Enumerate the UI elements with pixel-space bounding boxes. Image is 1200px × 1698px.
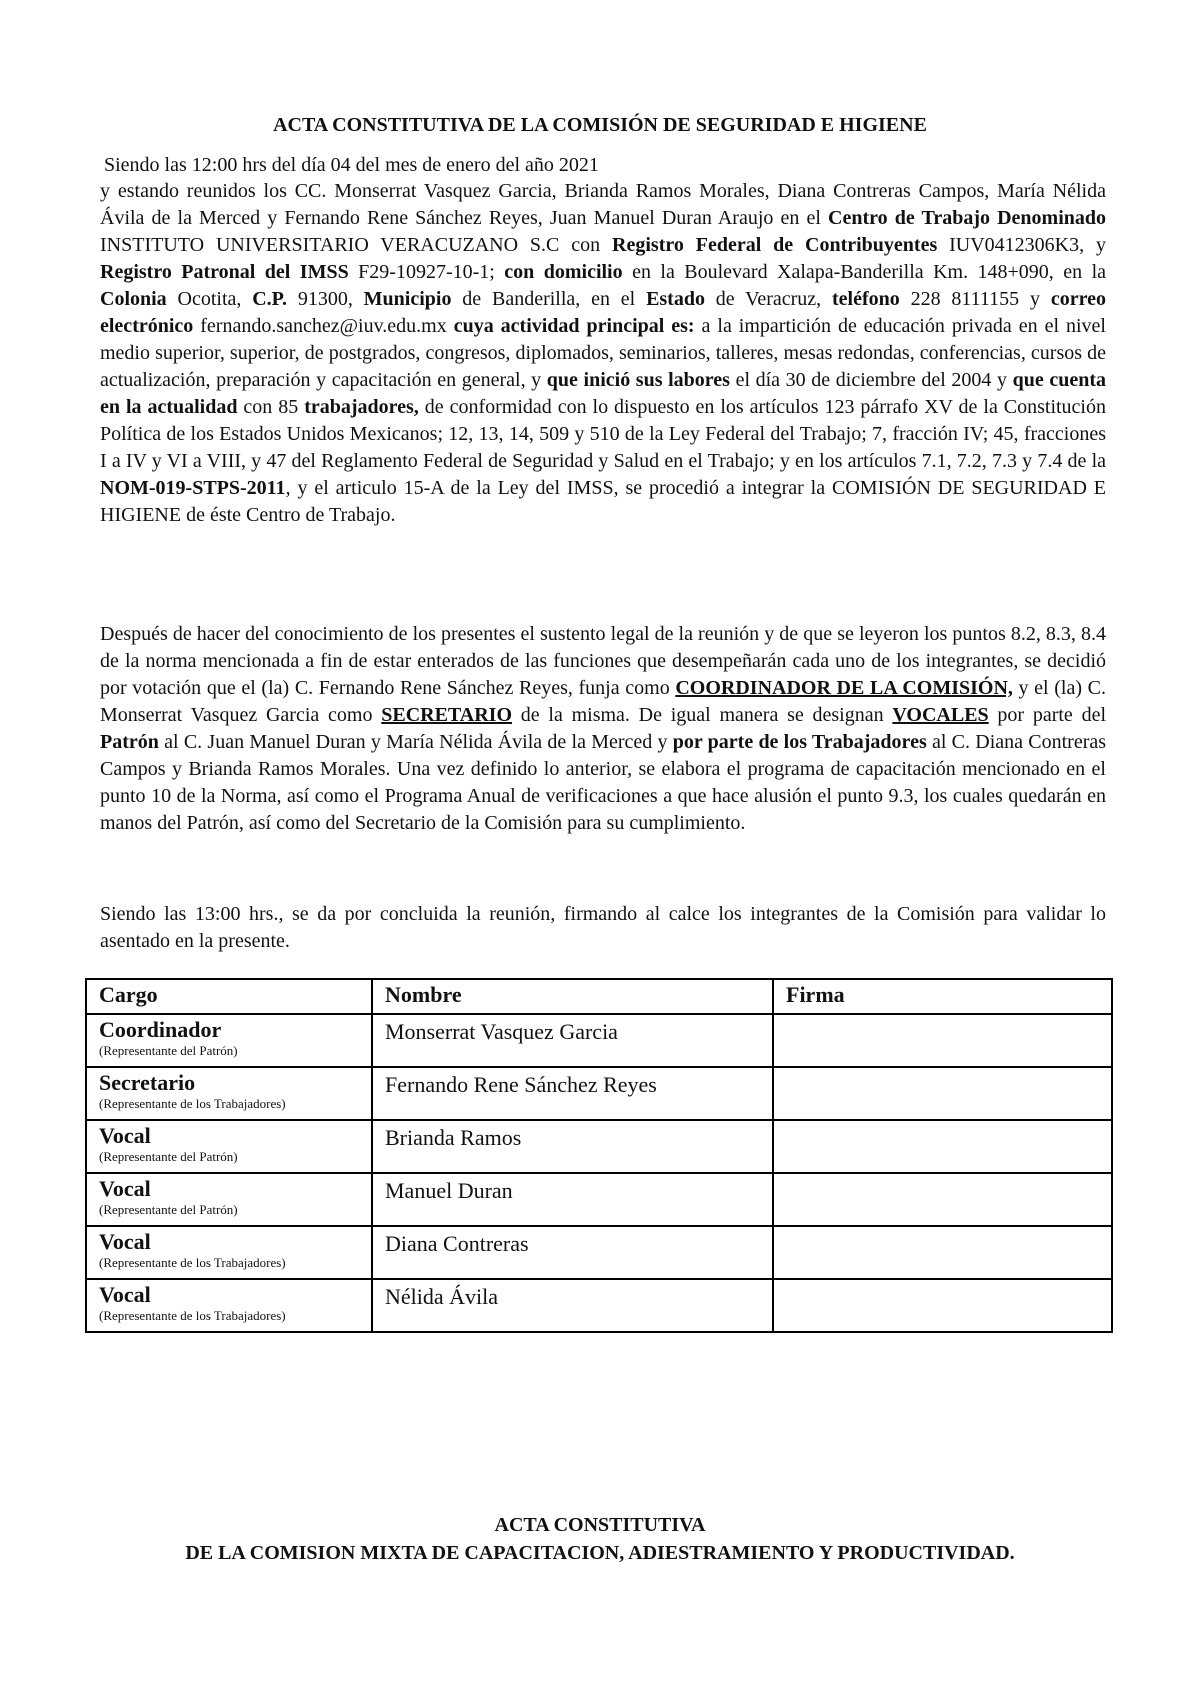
text-run: INSTITUTO UNIVERSITARIO VERACUZANO S.C con	[100, 234, 613, 256]
text-run: al C. Diana Contreras Campos y Brianda Ramos Morales. Una vez definido lo anterior, se elabora el programa de capacitación mencionado en el punto 10 de la Norma, así como el Programa Anual de verificaciones a que hace alusión el punto 9.3, los cuales quedarán en manos del Patrón, así como del Secretario de la Comisión para su cumplimiento.	[100, 731, 1107, 834]
text-run: de Banderilla, en el	[451, 288, 647, 310]
paragraph-2	[100, 621, 1106, 837]
firma-cell[interactable]	[773, 1173, 1112, 1226]
nombre-label: Brianda Ramos	[385, 1125, 522, 1150]
footer-title-line-2: DE LA COMISION MIXTA DE CAPACITACION, ADIESTRAMIENTO Y PRODUCTIVIDAD.	[185, 1542, 1015, 1564]
text-run: , y el articulo 15-A de la Ley del IMSS, se procedió a integrar la COMISIÓN DE SEGURIDAD E HIGIENE de éste Centro de Trabajo.	[100, 477, 1106, 526]
bold-run: cuya actividad principal es:	[453, 315, 695, 337]
signature-table	[85, 978, 1113, 1333]
header-firma: Firma	[773, 979, 1112, 1014]
cargo-cell	[86, 1067, 372, 1120]
firma-cell[interactable]	[773, 1279, 1112, 1332]
text-run: y el (la) C. Monserrat Vasquez Garcia como	[100, 677, 1107, 726]
bold-run: Registro Federal de Contribuyentes	[612, 234, 938, 256]
bold-run: NOM-019-STPS-2011	[100, 477, 286, 499]
bold-run: Registro Patronal del IMSS	[100, 261, 349, 283]
text-run: el día 30 de diciembre del 2004 y	[729, 369, 1013, 391]
nombre-label: Monserrat Vasquez Garcia	[385, 1019, 618, 1044]
bold-run: por parte de los Trabajadores	[672, 731, 927, 753]
table-row	[86, 1226, 1112, 1279]
text-run: 228 8111155 y	[899, 288, 1051, 310]
nombre-cell	[372, 1226, 773, 1279]
nombre-cell	[372, 1014, 773, 1067]
nombre-label: Fernando Rene Sánchez Reyes	[385, 1072, 657, 1097]
footer-title-line-1: ACTA CONSTITUTIVA	[494, 1514, 706, 1536]
table-row	[86, 1014, 1112, 1067]
paragraph-3: Siendo las 13:00 hrs., se da por concluida la reunión, firmando al calce los integrantes de la Comisión para validar lo asentado en la presente.	[100, 903, 1106, 952]
cargo-cell	[86, 1279, 372, 1332]
firma-cell[interactable]	[773, 1067, 1112, 1120]
cargo-label: Vocal	[99, 1123, 151, 1148]
underlined-run: SECRETARIO	[381, 704, 513, 726]
text-run: de Veracruz,	[704, 288, 832, 310]
rep-label: (Representante de los Trabajadores)	[99, 1255, 286, 1270]
rep-label: (Representante del Patrón)	[99, 1149, 238, 1164]
table-row	[86, 1120, 1112, 1173]
bold-run: correo electrónico	[100, 288, 1106, 337]
text-run: F29-10927-10-1;	[348, 261, 505, 283]
rep-label: (Representante del Patrón)	[99, 1043, 238, 1058]
text-run: por parte del	[988, 704, 1107, 726]
bold-run: Colonia	[100, 288, 167, 310]
rep-label: (Representante del Patrón)	[99, 1202, 238, 1217]
rep-label: (Representante de los Trabajadores)	[99, 1308, 286, 1323]
text-run: y estando reunidos los CC. Monserrat Vasquez Garcia, Brianda Ramos Morales, Diana Contreras Campos, María Nélida Ávila de la Merced y Fernando Rene Sánchez Reyes, Juan Manuel Duran Araujo en el	[100, 180, 1106, 229]
table-header-row	[86, 979, 1112, 1014]
table-row	[86, 1279, 1112, 1332]
underlined-run: COORDINADOR DE LA COMISIÓN,	[675, 677, 1013, 699]
document-title: ACTA CONSTITUTIVA DE LA COMISIÓN DE SEGURIDAD E HIGIENE	[273, 114, 927, 136]
text-run: al C. Juan Manuel Duran y María Nélida Ávila de la Merced y	[158, 731, 673, 753]
table-row	[86, 1067, 1112, 1120]
bold-run: teléfono	[832, 288, 900, 310]
bold-run: C.P.	[252, 288, 288, 310]
nombre-label: Manuel Duran	[385, 1178, 513, 1203]
paragraph-1	[100, 178, 1106, 529]
cargo-cell	[86, 1173, 372, 1226]
header-nombre: Nombre	[372, 979, 773, 1014]
firma-cell[interactable]	[773, 1226, 1112, 1279]
cargo-label: Coordinador	[99, 1017, 222, 1042]
header-cargo: Cargo	[86, 979, 372, 1014]
nombre-cell	[372, 1279, 773, 1332]
bold-run: trabajadores,	[304, 396, 419, 418]
text-run: IUV0412306K3, y	[937, 234, 1106, 256]
cargo-label: Secretario	[99, 1070, 196, 1095]
bold-run: Patrón	[100, 731, 159, 753]
cargo-label: Vocal	[99, 1282, 151, 1307]
nombre-cell	[372, 1067, 773, 1120]
nombre-cell	[372, 1120, 773, 1173]
bold-run: con domicilio	[504, 261, 623, 283]
nombre-cell	[372, 1173, 773, 1226]
text-run: en la Boulevard Xalapa-Banderilla Km. 148+090, en la	[622, 261, 1106, 283]
table-row	[86, 1173, 1112, 1226]
text-run: Ocotita,	[166, 288, 253, 310]
text-run: con 85	[237, 396, 305, 418]
text-run: a la impartición de educación privada en el nivel medio superior, superior, de postgrados, congresos, diplomados, seminarios, talleres, mesas redondas, conferencias, cursos de actualización, preparación y capacitación en general, y	[100, 315, 1106, 391]
cargo-label: Vocal	[99, 1176, 151, 1201]
intro-line: Siendo las 12:00 hrs del día 04 del mes de enero del año 2021	[104, 154, 599, 176]
cargo-cell	[86, 1120, 372, 1173]
bold-run: que cuenta en la actualidad	[100, 369, 1106, 418]
firma-cell[interactable]	[773, 1120, 1112, 1173]
bold-run: Municipio	[363, 288, 452, 310]
bold-run: que inició sus labores	[546, 369, 730, 391]
bold-run: Estado	[646, 288, 705, 310]
rep-label: (Representante de los Trabajadores)	[99, 1096, 286, 1111]
nombre-label: Nélida Ávila	[385, 1284, 499, 1309]
text-run: fernando.sanchez@iuv.edu.mx	[193, 315, 454, 337]
text-run: de conformidad con lo dispuesto en los artículos 123 párrafo XV de la Constitución Política de los Estados Unidos Mexicanos; 12, 13, 14, 509 y 510 de la Ley Federal del Trabajo; 7, fracción IV; 45, fracciones I a IV y VI a VIII, y 47 del Reglamento Federal de Seguridad y Salud en el Trabajo; y en los artículos 7.1, 7.2, 7.3 y 7.4 de la	[100, 396, 1106, 472]
cargo-cell	[86, 1226, 372, 1279]
text-run: Después de hacer del conocimiento de los presentes el sustento legal de la reunión y de que se leyeron los puntos 8.2, 8.3, 8.4 de la norma mencionada a fin de estar enterados de las funciones que desempeñarán cada uno de los integrantes, se decidió por votación que el (la) C. Fernando Rene Sánchez Reyes, funja como	[100, 623, 1106, 699]
nombre-label: Diana Contreras	[385, 1231, 529, 1256]
cargo-label: Vocal	[99, 1229, 151, 1254]
text-run: de la misma. De igual manera se designan	[512, 704, 893, 726]
firma-cell[interactable]	[773, 1014, 1112, 1067]
cargo-cell	[86, 1014, 372, 1067]
underlined-run: VOCALES	[892, 704, 989, 726]
bold-run: Centro de Trabajo Denominado	[828, 207, 1106, 229]
text-run: 91300,	[287, 288, 364, 310]
